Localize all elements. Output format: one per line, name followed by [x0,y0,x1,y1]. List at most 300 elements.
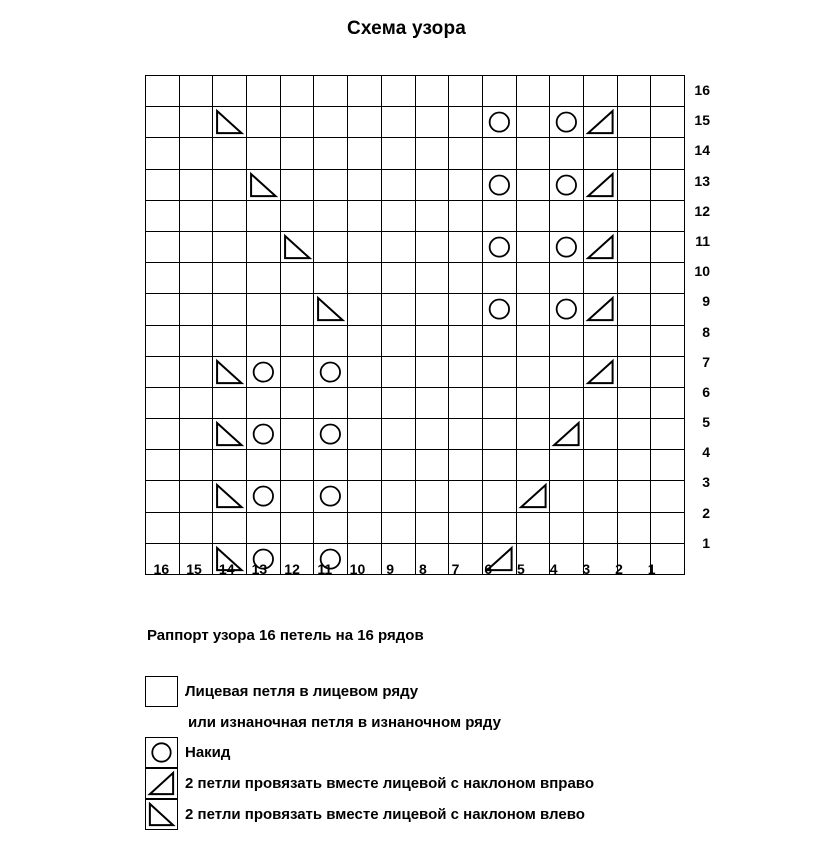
chart-cell-15-10[interactable] [348,107,382,138]
chart-cell-9-15[interactable] [179,294,213,325]
column-label-10: 10 [349,561,366,577]
chart-cell-7-8[interactable] [415,356,449,387]
chart-cell-13-14[interactable] [213,169,247,200]
chart-cell-13-8[interactable] [415,169,449,200]
chart-cell-14-14[interactable] [213,138,247,169]
chart-cell-14-13[interactable] [247,138,281,169]
legend-label: Лицевая петля в лицевом ряду [185,683,419,700]
column-label-14: 14 [218,561,235,577]
chart-cell-7-16[interactable] [146,356,180,387]
chart-cell-15-14[interactable] [213,107,247,138]
chart-cell-3-9[interactable] [381,481,415,512]
chart-cell-2-7[interactable] [449,512,483,543]
legend-item-continuation [145,707,785,737]
chart-cell-14-7[interactable] [449,138,483,169]
row-label-12: 12 [694,202,710,219]
row-label-15: 15 [694,112,710,129]
chart-cell-13-10[interactable] [348,169,382,200]
chart-cell-7-14[interactable] [213,356,247,387]
chart-cell-2-8[interactable] [415,512,449,543]
chart-cell-11-4[interactable] [550,231,584,262]
chart-cell-16-14[interactable] [213,76,247,107]
chart-cell-9-7[interactable] [449,294,483,325]
chart-cell-8-2[interactable] [617,325,651,356]
legend-label: 2 петли провязать вместе лицевой с наклоном влево [185,806,585,823]
row-label-8: 8 [702,323,710,340]
chart-cell-10-3[interactable] [583,263,617,294]
chart-cell-15-6[interactable] [482,107,516,138]
chart-cell-10-4[interactable] [550,263,584,294]
chart-cell-10-9[interactable] [381,263,415,294]
chart-cell-9-5[interactable] [516,294,550,325]
yarn-over-icon [483,170,516,200]
k2tog-left-lean-icon [247,170,280,200]
chart-cell-3-5[interactable] [516,481,550,512]
chart-cell-2-6[interactable] [482,512,516,543]
chart-cell-11-16[interactable] [146,231,180,262]
chart-cell-10-16[interactable] [146,263,180,294]
chart-cell-10-10[interactable] [348,263,382,294]
chart-cell-14-4[interactable] [550,138,584,169]
chart-cell-3-10[interactable] [348,481,382,512]
row-label-4: 4 [702,444,710,461]
chart-cell-14-10[interactable] [348,138,382,169]
chart-cell-11-15[interactable] [179,231,213,262]
chart-cell-9-11[interactable] [314,294,348,325]
chart-cell-3-3[interactable] [583,481,617,512]
chart-cell-8-10[interactable] [348,325,382,356]
chart-cell-8-16[interactable] [146,325,180,356]
chart-cell-2-9[interactable] [381,512,415,543]
chart-cell-13-4[interactable] [550,169,584,200]
chart-cell-14-5[interactable] [516,138,550,169]
chart-cell-12-6[interactable] [482,200,516,231]
chart-row [146,263,685,294]
chart-cell-10-12[interactable] [280,263,314,294]
chart-cell-3-11[interactable] [314,481,348,512]
yarn-over-icon [550,294,583,324]
chart-cell-9-4[interactable] [550,294,584,325]
chart-cell-13-7[interactable] [449,169,483,200]
legend-item [145,737,785,768]
chart-cell-6-3[interactable] [583,387,617,418]
chart-cell-14-2[interactable] [617,138,651,169]
legend-symbol-k2tog-right-lean-icon [145,768,178,799]
k2tog-left-lean-icon [213,357,246,387]
chart-cell-10-2[interactable] [617,263,651,294]
chart-cell-5-11[interactable] [314,419,348,450]
chart-cell-6-5[interactable] [516,387,550,418]
chart-row [146,76,685,107]
column-label-6: 6 [484,561,493,577]
chart-cell-7-7[interactable] [449,356,483,387]
chart-cell-3-4[interactable] [550,481,584,512]
chart-row [146,512,685,543]
chart-cell-5-5[interactable] [516,419,550,450]
chart-cell-3-13[interactable] [247,481,281,512]
chart-cell-2-2[interactable] [617,512,651,543]
chart-cell-11-3[interactable] [583,231,617,262]
chart-cell-12-15[interactable] [179,200,213,231]
chart-cell-8-7[interactable] [449,325,483,356]
chart-cell-16-16[interactable] [146,76,180,107]
chart-cell-2-13[interactable] [247,512,281,543]
chart-cell-2-3[interactable] [583,512,617,543]
column-label-1: 1 [647,561,656,577]
row-label-1: 1 [702,534,710,551]
chart-cell-6-12[interactable] [280,387,314,418]
chart-cell-16-12[interactable] [280,76,314,107]
chart-cell-8-9[interactable] [381,325,415,356]
legend-spacer [145,722,178,723]
row-label-5: 5 [702,414,710,431]
chart-cell-10-15[interactable] [179,263,213,294]
chart-cell-4-9[interactable] [381,450,415,481]
k2tog-right-lean-icon [584,107,617,137]
chart-cell-4-5[interactable] [516,450,550,481]
chart-cell-6-2[interactable] [617,387,651,418]
chart-cell-8-15[interactable] [179,325,213,356]
chart-cell-6-11[interactable] [314,387,348,418]
yarn-over-icon [247,419,280,449]
chart-cell-16-15[interactable] [179,76,213,107]
row-label-9: 9 [702,293,710,310]
page-title: Схема узора [346,18,467,39]
chart-cell-4-16[interactable] [146,450,180,481]
chart-cell-3-6[interactable] [482,481,516,512]
chart-cell-15-4[interactable] [550,107,584,138]
chart-cell-12-10[interactable] [348,200,382,231]
chart-cell-16-9[interactable] [381,76,415,107]
chart-cell-4-7[interactable] [449,450,483,481]
legend-label-continuation: или изнаночная петля в изнаночном ряду [188,713,501,731]
chart-cell-3-16[interactable] [146,481,180,512]
legend-item [145,768,785,799]
chart-cell-9-3[interactable] [583,294,617,325]
chart-row [146,325,685,356]
chart-cell-6-8[interactable] [415,387,449,418]
chart-cell-7-15[interactable] [179,356,213,387]
chart-cell-11-11[interactable] [314,231,348,262]
k2tog-right-lean-icon [550,419,583,449]
chart-cell-9-16[interactable] [146,294,180,325]
chart-cell-7-6[interactable] [482,356,516,387]
chart-cell-11-10[interactable] [348,231,382,262]
chart-cell-13-15[interactable] [179,169,213,200]
chart-cell-11-6[interactable] [482,231,516,262]
chart-cell-3-7[interactable] [449,481,483,512]
row-label-14: 14 [694,142,710,159]
chart-cell-10-13[interactable] [247,263,281,294]
chart-cell-16-4[interactable] [550,76,584,107]
legend [145,676,785,830]
chart-cell-12-2[interactable] [617,200,651,231]
chart-cell-13-11[interactable] [314,169,348,200]
yarn-over-icon [550,232,583,262]
chart-cell-7-2[interactable] [617,356,651,387]
chart-row [146,107,685,138]
chart-cell-8-13[interactable] [247,325,281,356]
chart-cell-12-12[interactable] [280,200,314,231]
chart-cell-13-6[interactable] [482,169,516,200]
chart-cell-15-15[interactable] [179,107,213,138]
chart-cell-12-8[interactable] [415,200,449,231]
chart-cell-16-8[interactable] [415,76,449,107]
chart-cell-5-12[interactable] [280,419,314,450]
chart-cell-3-8[interactable] [415,481,449,512]
chart-cell-5-9[interactable] [381,419,415,450]
chart-table [145,75,685,575]
chart-cell-4-15[interactable] [179,450,213,481]
chart-cell-15-11[interactable] [314,107,348,138]
chart-cell-5-2[interactable] [617,419,651,450]
chart-cell-11-8[interactable] [415,231,449,262]
chart-cell-15-7[interactable] [449,107,483,138]
chart-cell-13-2[interactable] [617,169,651,200]
chart-cell-12-16[interactable] [146,200,180,231]
chart-cell-7-4[interactable] [550,356,584,387]
chart-cell-8-14[interactable] [213,325,247,356]
chart-cell-16-2[interactable] [617,76,651,107]
chart-cell-15-8[interactable] [415,107,449,138]
chart-cell-8-11[interactable] [314,325,348,356]
chart-row [146,356,685,387]
k2tog-right-lean-icon [584,294,617,324]
chart-cell-4-14[interactable] [213,450,247,481]
chart-cell-3-15[interactable] [179,481,213,512]
chart-cell-7-12[interactable] [280,356,314,387]
chart-cell-11-12[interactable] [280,231,314,262]
yarn-over-icon [483,107,516,137]
chart-cell-13-16[interactable] [146,169,180,200]
chart-cell-7-13[interactable] [247,356,281,387]
chart-cell-10-8[interactable] [415,263,449,294]
chart-cell-9-9[interactable] [381,294,415,325]
chart-cell-10-14[interactable] [213,263,247,294]
chart-cell-5-6[interactable] [482,419,516,450]
chart-cell-3-14[interactable] [213,481,247,512]
chart-cell-16-7[interactable] [449,76,483,107]
rapport-note: Раппорт узора 16 петель на 16 рядов [147,627,424,644]
chart-cell-7-10[interactable] [348,356,382,387]
chart-cell-9-10[interactable] [348,294,382,325]
k2tog-right-lean-icon [584,170,617,200]
chart-row [146,481,685,512]
row-label-6: 6 [702,383,710,400]
chart-cell-13-3[interactable] [583,169,617,200]
chart-cell-15-16[interactable] [146,107,180,138]
column-label-2: 2 [615,561,623,577]
column-label-9: 9 [386,561,395,577]
chart-cell-14-15[interactable] [179,138,213,169]
row-label-3: 3 [702,474,710,491]
chart-cell-15-9[interactable] [381,107,415,138]
chart-cell-16-13[interactable] [247,76,281,107]
chart-cell-12-11[interactable] [314,200,348,231]
chart-cell-7-9[interactable] [381,356,415,387]
chart-cell-4-3[interactable] [583,450,617,481]
chart-cell-5-15[interactable] [179,419,213,450]
chart-cell-11-7[interactable] [449,231,483,262]
column-label-11: 11 [317,561,333,577]
yarn-over-icon [550,107,583,137]
chart-cell-12-7[interactable] [449,200,483,231]
chart-cell-3-2[interactable] [617,481,651,512]
legend-symbol-yarn-over-icon [145,737,178,768]
chart-cell-4-8[interactable] [415,450,449,481]
chart-cell-16-11[interactable] [314,76,348,107]
chart-cell-4-12[interactable] [280,450,314,481]
chart-cell-5-16[interactable] [146,419,180,450]
legend-symbol-k2tog-left-lean-icon [145,799,178,830]
chart-cell-2-12[interactable] [280,512,314,543]
chart-cell-6-10[interactable] [348,387,382,418]
chart-cell-2-10[interactable] [348,512,382,543]
legend-item [145,799,785,830]
chart-cell-14-3[interactable] [583,138,617,169]
chart-cell-16-3[interactable] [583,76,617,107]
chart-cell-14-16[interactable] [146,138,180,169]
chart-cell-9-12[interactable] [280,294,314,325]
chart-cell-5-10[interactable] [348,419,382,450]
yarn-over-icon [314,481,347,511]
chart-cell-11-14[interactable] [213,231,247,262]
chart-row [146,169,685,200]
chart-cell-13-12[interactable] [280,169,314,200]
yarn-over-icon [247,357,280,387]
k2tog-left-lean-icon [314,294,347,324]
chart-cell-11-5[interactable] [516,231,550,262]
chart-cell-2-16[interactable] [146,512,180,543]
chart-cell-6-16[interactable] [146,387,180,418]
chart-cell-6-6[interactable] [482,387,516,418]
chart-cell-4-11[interactable] [314,450,348,481]
chart-cell-10-6[interactable] [482,263,516,294]
chart-cell-2-14[interactable] [213,512,247,543]
chart-cell-2-15[interactable] [179,512,213,543]
chart-cell-4-13[interactable] [247,450,281,481]
chart-cell-8-4[interactable] [550,325,584,356]
chart-cell-9-8[interactable] [415,294,449,325]
yarn-over-icon [247,481,280,511]
chart-cell-12-4[interactable] [550,200,584,231]
chart-cell-14-8[interactable] [415,138,449,169]
column-label-15: 15 [186,561,202,577]
chart-cell-15-3[interactable] [583,107,617,138]
chart-cell-12-5[interactable] [516,200,550,231]
column-label-5: 5 [517,561,525,577]
chart-cell-15-2[interactable] [617,107,651,138]
column-number-axis [145,561,668,577]
chart-cell-7-3[interactable] [583,356,617,387]
yarn-over-icon [483,232,516,262]
k2tog-left-lean-icon [213,419,246,449]
chart-cell-14-12[interactable] [280,138,314,169]
chart-cell-8-12[interactable] [280,325,314,356]
chart-cell-11-2[interactable] [617,231,651,262]
chart-cell-4-6[interactable] [482,450,516,481]
chart-cell-4-10[interactable] [348,450,382,481]
chart-cell-12-9[interactable] [381,200,415,231]
chart-cell-6-15[interactable] [179,387,213,418]
chart-cell-6-14[interactable] [213,387,247,418]
chart-cell-6-4[interactable] [550,387,584,418]
chart-cell-6-13[interactable] [247,387,281,418]
chart-cell-10-5[interactable] [516,263,550,294]
chart-cell-2-11[interactable] [314,512,348,543]
row-number-axis [672,75,712,558]
chart-cell-5-13[interactable] [247,419,281,450]
yarn-over-icon [314,357,347,387]
legend-item [145,676,785,707]
chart-cell-14-9[interactable] [381,138,415,169]
chart-cell-15-13[interactable] [247,107,281,138]
chart-cell-13-5[interactable] [516,169,550,200]
chart-cell-5-14[interactable] [213,419,247,450]
chart-cell-15-5[interactable] [516,107,550,138]
chart-cell-7-11[interactable] [314,356,348,387]
chart-cell-8-5[interactable] [516,325,550,356]
row-label-13: 13 [694,172,710,189]
k2tog-right-lean-icon [584,232,617,262]
column-label-8: 8 [418,561,427,577]
chart-cell-4-4[interactable] [550,450,584,481]
column-label-4: 4 [549,561,558,577]
chart-cell-7-5[interactable] [516,356,550,387]
chart-cell-5-7[interactable] [449,419,483,450]
chart-cell-6-9[interactable] [381,387,415,418]
chart-cell-12-3[interactable] [583,200,617,231]
k2tog-right-lean-icon [517,481,550,511]
chart-cell-16-5[interactable] [516,76,550,107]
chart-cell-15-12[interactable] [280,107,314,138]
chart-cell-2-4[interactable] [550,512,584,543]
chart-cell-9-13[interactable] [247,294,281,325]
chart-cell-14-6[interactable] [482,138,516,169]
legend-label: 2 петли провязать вместе лицевой с наклоном вправо [185,775,594,792]
chart-cell-5-3[interactable] [583,419,617,450]
chart-cell-5-4[interactable] [550,419,584,450]
chart-cell-4-2[interactable] [617,450,651,481]
chart-cell-3-12[interactable] [280,481,314,512]
pattern-chart-grid [145,75,685,575]
chart-cell-12-13[interactable] [247,200,281,231]
chart-cell-9-2[interactable] [617,294,651,325]
chart-cell-5-8[interactable] [415,419,449,450]
column-label-13: 13 [251,561,268,577]
k2tog-left-lean-icon [213,481,246,511]
chart-cell-11-9[interactable] [381,231,415,262]
chart-cell-9-14[interactable] [213,294,247,325]
chart-cell-10-7[interactable] [449,263,483,294]
chart-cell-8-6[interactable] [482,325,516,356]
chart-cell-14-11[interactable] [314,138,348,169]
chart-cell-13-13[interactable] [247,169,281,200]
chart-row [146,231,685,262]
chart-cell-10-11[interactable] [314,263,348,294]
chart-cell-16-10[interactable] [348,76,382,107]
chart-cell-2-5[interactable] [516,512,550,543]
column-label-3: 3 [582,561,591,577]
chart-cell-9-6[interactable] [482,294,516,325]
chart-cell-8-8[interactable] [415,325,449,356]
chart-cell-13-9[interactable] [381,169,415,200]
chart-cell-16-6[interactable] [482,76,516,107]
chart-cell-11-13[interactable] [247,231,281,262]
chart-cell-8-3[interactable] [583,325,617,356]
chart-cell-6-7[interactable] [449,387,483,418]
chart-cell-12-14[interactable] [213,200,247,231]
